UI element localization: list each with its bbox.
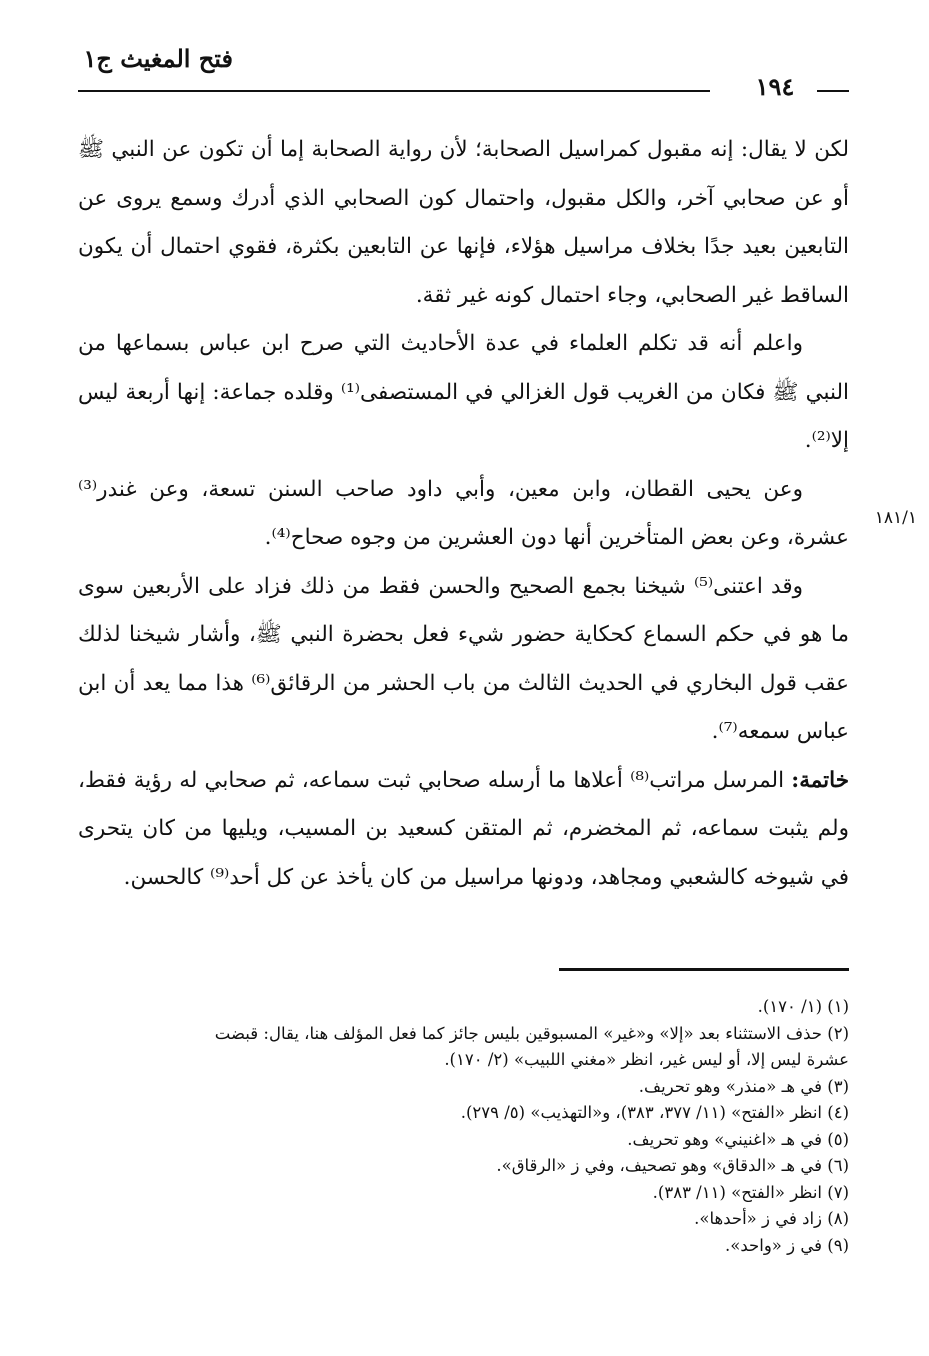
running-title: فتح المغيث ج١ — [83, 44, 233, 73]
footnote-4: (٤) انظر «الفتح» (١١/ ٣٧٧، ٣٨٣)، و«التهذيب» (٥/ ٢٧٩). — [460, 1103, 849, 1122]
header-rule — [78, 90, 710, 92]
footnote-1: (١) (١/ ١٧٠). — [757, 997, 849, 1016]
paragraph-1: لكن لا يقال: إنه مقبول كمراسيل الصحابة؛ لأن رواية الصحابة إما أن تكون عن النبي ﷺ أو عن صحابي آخر، والكل مقبول، واحتمال كون الصحابي الذي أدرك وسمع يروى عن التابعين بعيد جدًا بخلاف مراسيل هؤلاء، فإنها عن التابعين بكثرة، فقوي احتمال أن يكون الساقط غير الصحابي، وجاء احتمال كونه غير ثقة. — [78, 137, 849, 308]
footnote-6: (٦) في هـ «الدقاق» وهو تصحيف، وفي ز «الرقاق». — [496, 1156, 849, 1175]
page-number: ١٩٤ — [755, 72, 795, 101]
footnotes-list — [78, 994, 849, 1259]
footnote-9: (٩) في ز «واحد». — [725, 1235, 849, 1255]
footnote-3: (٣) في هـ «منذر» وهو تحريف. — [638, 1076, 849, 1096]
conclusion-keyword: خاتمة: — [791, 767, 849, 793]
margin-reference: ١٨١/١ — [874, 508, 917, 528]
paragraph-4: وقد اعتنى⁽⁵⁾ شيخنا بجمع الصحيح والحسن فقط من ذلك فزاد على الأربعين سوى ما هو في حكم السماع كحكاية حضور شيء فعل بحضرة النبي ﷺ، وأشار شيخنا لذلك عقب قول البخاري في الحديث الثالث من باب الحشر من الرقائق⁽⁶⁾ هذا مما يعد أن ابن عباس سمعه⁽⁷⁾. — [78, 573, 849, 744]
paragraph-5-text: المرسل مراتب⁽⁸⁾ أعلاها ما أرسله صحابي ثبت سماعه، ثم صحابي له رؤية فقط، ولم يثبت سماعه، ثم المخضرم، ثم المتقن كسعيد بن المسيب، ويليها من كان يتحرى في شيوخه كالشعبي ومجاهد، ودونها مراسيل من كان يأخذ عن كل أحد⁽⁹⁾ كالحسن. — [78, 767, 849, 890]
main-text — [78, 126, 849, 902]
header-rule-short — [817, 90, 849, 92]
footnote-5: (٥) في هـ «اغنيني» وهو تحريف. — [627, 1129, 849, 1149]
footnote-7: (٧) انظر «الفتح» (١١/ ٣٨٣). — [652, 1182, 849, 1202]
paragraph-2: واعلم أنه قد تكلم العلماء في عدة الأحاديث التي صرح ابن عباس بسماعها من النبي ﷺ فكان من الغريب قول الغزالي في المستصفى⁽¹⁾ وقلده جماعة: إنها أربعة ليس إلا⁽²⁾. — [78, 331, 850, 453]
footnote-2-continued: عشرة ليس إلا، أو ليس غير، انظر «مغني اللبيب» (٢/ ١٧٠). — [444, 1050, 849, 1069]
paragraph-5 — [78, 757, 849, 903]
footnote-rule — [559, 968, 849, 971]
footnote-2: (٢) حذف الاستثناء بعد «إلا» و«غير» المسبوقين بليس جائز كما فعل المؤلف هنا، يقال: قبضت — [214, 1023, 849, 1043]
paragraph-3: وعن يحيى القطان، وابن معين، وأبي داود صاحب السنن تسعة، وعن غندر⁽³⁾ عشرة، وعن بعض المتأخرين أنها دون العشرين من وجوه صحاح⁽⁴⁾. — [78, 476, 849, 550]
footnote-8: (٨) زاد في ز «أحدها». — [694, 1209, 849, 1228]
